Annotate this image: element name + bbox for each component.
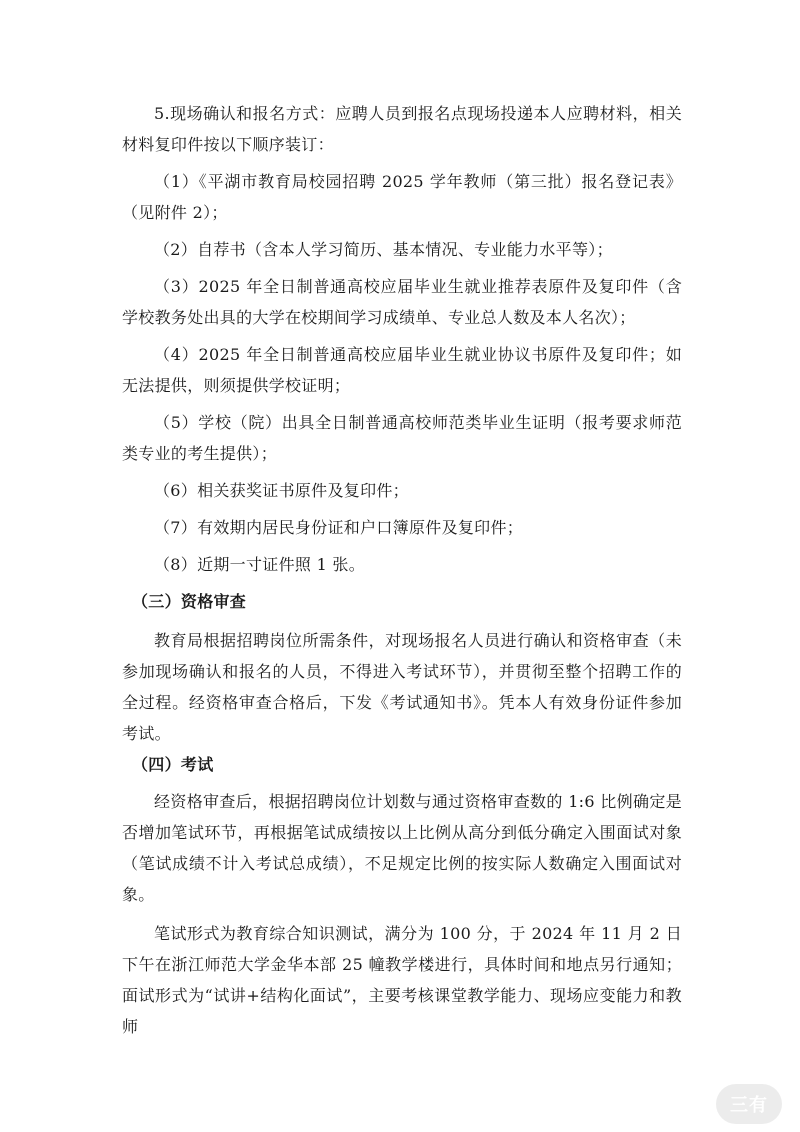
list-item-1: （1）《平湖市教育局校园招聘 2025 学年教师（第三批）报名登记表》（见附件 2）； (122, 172, 682, 222)
list-item-5: （5）学校（院）出具全日制普通高校师范类毕业生证明（报考要求师范类专业的考生提供）； (122, 413, 682, 463)
list-item-3: （3）2025 年全日制普通高校应届毕业生就业推荐表原件及复印件（含学校教务处出具的大学在校期间学习成绩单、专业总人数及本人名次）； (122, 277, 682, 327)
list-item-8: （8）近期一寸证件照 1 张。 (154, 555, 366, 574)
list-item-7: （7）有效期内居民身份证和户口簿原件及复印件； (154, 518, 524, 537)
paragraph-qualification-review: 教育局根据招聘岗位所需条件，对现场报名人员进行确认和资格审查（未参加现场确认和报名的人员，不得进入考试环节），并贯彻至整个招聘工作的全过程。经资格审查合格后，下发《考试通知书》。凭本人有效身份证件参加考试。 (122, 631, 682, 743)
list-item-4: （4）2025 年全日制普通高校应届毕业生就业协议书原件及复印件；如无法提供，则须提供学校证明； (122, 345, 682, 395)
paragraph-exam-format: 笔试形式为教育综合知识测试，满分为 100 分，于 2024 年 11 月 2 日下午在浙江师范大学金华本部 25 幢教学楼进行，具体时间和地点另行通知；面试形式为“试讲+结构化面试”，主要考核课堂教学能力、现场应变能力和教师 (122, 924, 682, 1036)
watermark-text: 三有 (730, 1095, 768, 1116)
paragraph-registration-method: 5.现场确认和报名方式：应聘人员到报名点现场投递本人应聘材料，相关材料复印件按以下顺序装订： (122, 104, 682, 154)
list-item-6: （6）相关获奖证书原件及复印件； (154, 481, 409, 500)
section-heading-exam: （四）考试 (132, 755, 214, 774)
document-page (122, 98, 682, 1042)
paragraph-exam-ratio: 经资格审查后，根据招聘岗位计划数与通过资格审查数的 1:6 比例确定是否增加笔试环节，再根据笔试成绩按以上比例从高分到低分确定入围面试对象（笔试成绩不计入考试总成绩），不足规定比例的按实际人数确定入围面试对象。 (122, 792, 682, 904)
watermark-logo (716, 1084, 782, 1124)
section-heading-qualification-review: （三）资格审查 (132, 592, 247, 611)
list-item-2: （2）自荐书（含本人学习简历、基本情况、专业能力水平等）； (154, 240, 613, 259)
